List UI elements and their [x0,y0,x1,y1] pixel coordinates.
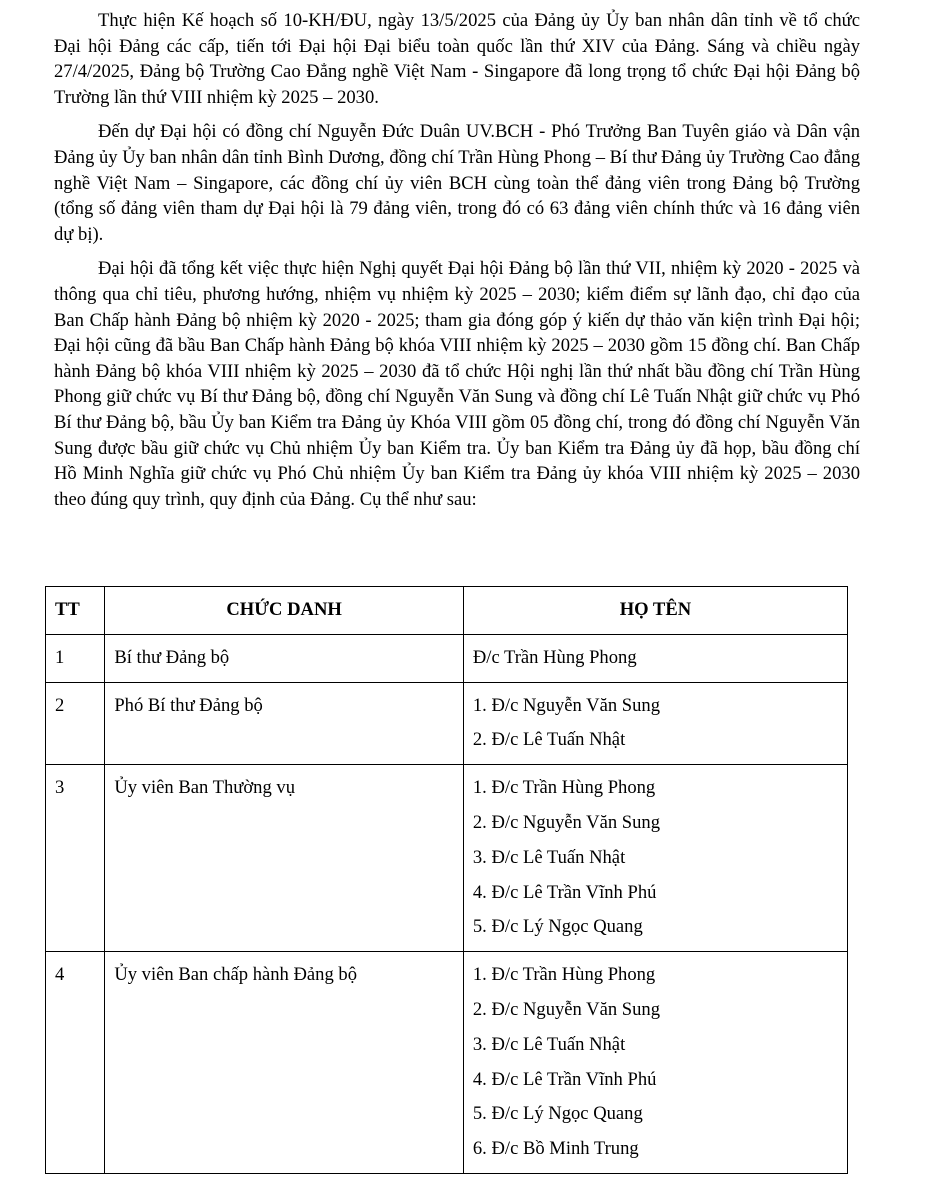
member-name: 6. Đ/c Bồ Minh Trung [472,1138,639,1160]
table-row [46,682,848,765]
intro-paragraph: Thực hiện Kế hoạch số 10-KH/ĐU, ngày 13/5/2025 của Đảng ủy Ủy ban nhân dân tỉnh về tổ chức Đại hội Đảng các cấp, tiến tới Đại hội Đại biểu toàn quốc lần thứ XIV của Đảng. Sáng và chiều ngày 27/4/2025, Đảng bộ Trường Cao Đẳng nghề Việt Nam - Singapore đã long trọng tổ chức Đại hội Đảng bộ Trường lần thứ VIII nhiệm kỳ 2025 – 2030. [54,10,860,108]
member-name: 1. Đ/c Nguyễn Văn Sung [472,694,661,716]
member-name: 5. Đ/c Lý Ngọc Quang [472,1103,643,1125]
row-names [463,765,847,952]
header-tt: TT [46,587,105,635]
member-name: 2. Đ/c Nguyễn Văn Sung [472,998,661,1020]
results-paragraph: Đại hội đã tổng kết việc thực hiện Nghị quyết Đại hội Đảng bộ lần thứ VII, nhiệm kỳ 2020 - 2025 và thông qua chỉ tiêu, phương hướng, nhiệm vụ nhiệm kỳ 2025 – 2030; kiểm điểm sự lãnh đạo, chỉ đạo của Ban Chấp hành Đảng bộ nhiệm kỳ 2020 - 2025; tham gia đóng góp ý kiến dự thảo văn kiện trình Đại hội; Đại hội cũng đã bầu Ban Chấp hành Đảng bộ khóa VIII nhiệm kỳ 2025 – 2030 gồm 15 đồng chí. Ban Chấp hành Đảng bộ khóa VIII nhiệm kỳ 2025 – 2030 đã tổ chức Hội nghị lần thứ nhất bầu đồng chí Trần Hùng Phong giữ chức vụ Bí thư Đảng bộ, đồng chí Nguyễn Văn Sung và đồng chí Lê Tuấn Nhật giữ chức vụ Phó Bí thư Đảng bộ, bầu Ủy ban Kiểm tra Đảng ủy Khóa VIII gồm 05 đồng chí, trong đó đồng chí Nguyễn Văn Sung được bầu giữ chức vụ Chủ nhiệm Ủy ban Kiểm tra. Ủy ban Kiểm tra Đảng ủy đã họp, bầu đồng chí Hồ Minh Nghĩa giữ chức vụ Phó Chủ nhiệm Ủy ban Kiểm tra Đảng ủy khóa VIII nhiệm kỳ 2025 – 2030 theo đúng quy trình, quy định của Đảng. Cụ thể như sau: [54,258,860,510]
member-name: 4. Đ/c Lê Trần Vĩnh Phú [472,1068,657,1090]
table-row [46,634,848,682]
row-number: 3 [46,765,105,952]
row-number: 1 [46,634,105,682]
member-name: 2. Đ/c Lê Tuấn Nhật [472,729,626,751]
row-title: Ủy viên Ban chấp hành Đảng bộ [105,952,464,1174]
member-name: 4. Đ/c Lê Trần Vĩnh Phú [472,881,657,903]
member-name: Đ/c Trần Hùng Phong [472,646,637,668]
document-body [54,8,860,521]
row-number: 4 [46,952,105,1174]
row-title: Phó Bí thư Đảng bộ [105,682,464,765]
table-row [46,765,848,952]
row-names [463,682,847,765]
header-title: CHỨC DANH [105,587,464,635]
row-title: Bí thư Đảng bộ [105,634,464,682]
row-title: Ủy viên Ban Thường vụ [105,765,464,952]
table-header-row [46,587,848,635]
row-number: 2 [46,682,105,765]
row-names [463,634,847,682]
attendees-paragraph: Đến dự Đại hội có đồng chí Nguyễn Đức Duân UV.BCH - Phó Trưởng Ban Tuyên giáo và Dân vận Đảng ủy Ủy ban nhân dân tỉnh Bình Dương, đồng chí Trần Hùng Phong – Bí thư Đảng ủy Trường Cao đẳng nghề Việt Nam – Singapore, các đồng chí ủy viên BCH cùng toàn thể đảng viên trong Đảng bộ Trường (tổng số đảng viên tham dự Đại hội là 79 đảng viên, trong đó có 63 đảng viên chính thức và 16 đảng viên dự bị). [54,121,860,245]
member-name: 3. Đ/c Lê Tuấn Nhật [472,1033,626,1055]
member-name: 2. Đ/c Nguyễn Văn Sung [472,811,661,833]
member-name: 3. Đ/c Lê Tuấn Nhật [472,846,626,868]
table-row [46,952,848,1174]
member-name: 1. Đ/c Trần Hùng Phong [472,777,656,799]
officers-table [45,586,848,1174]
row-names [463,952,847,1174]
member-name: 5. Đ/c Lý Ngọc Quang [472,916,643,938]
member-name: 1. Đ/c Trần Hùng Phong [472,964,656,986]
header-name: HỌ TÊN [463,587,847,635]
